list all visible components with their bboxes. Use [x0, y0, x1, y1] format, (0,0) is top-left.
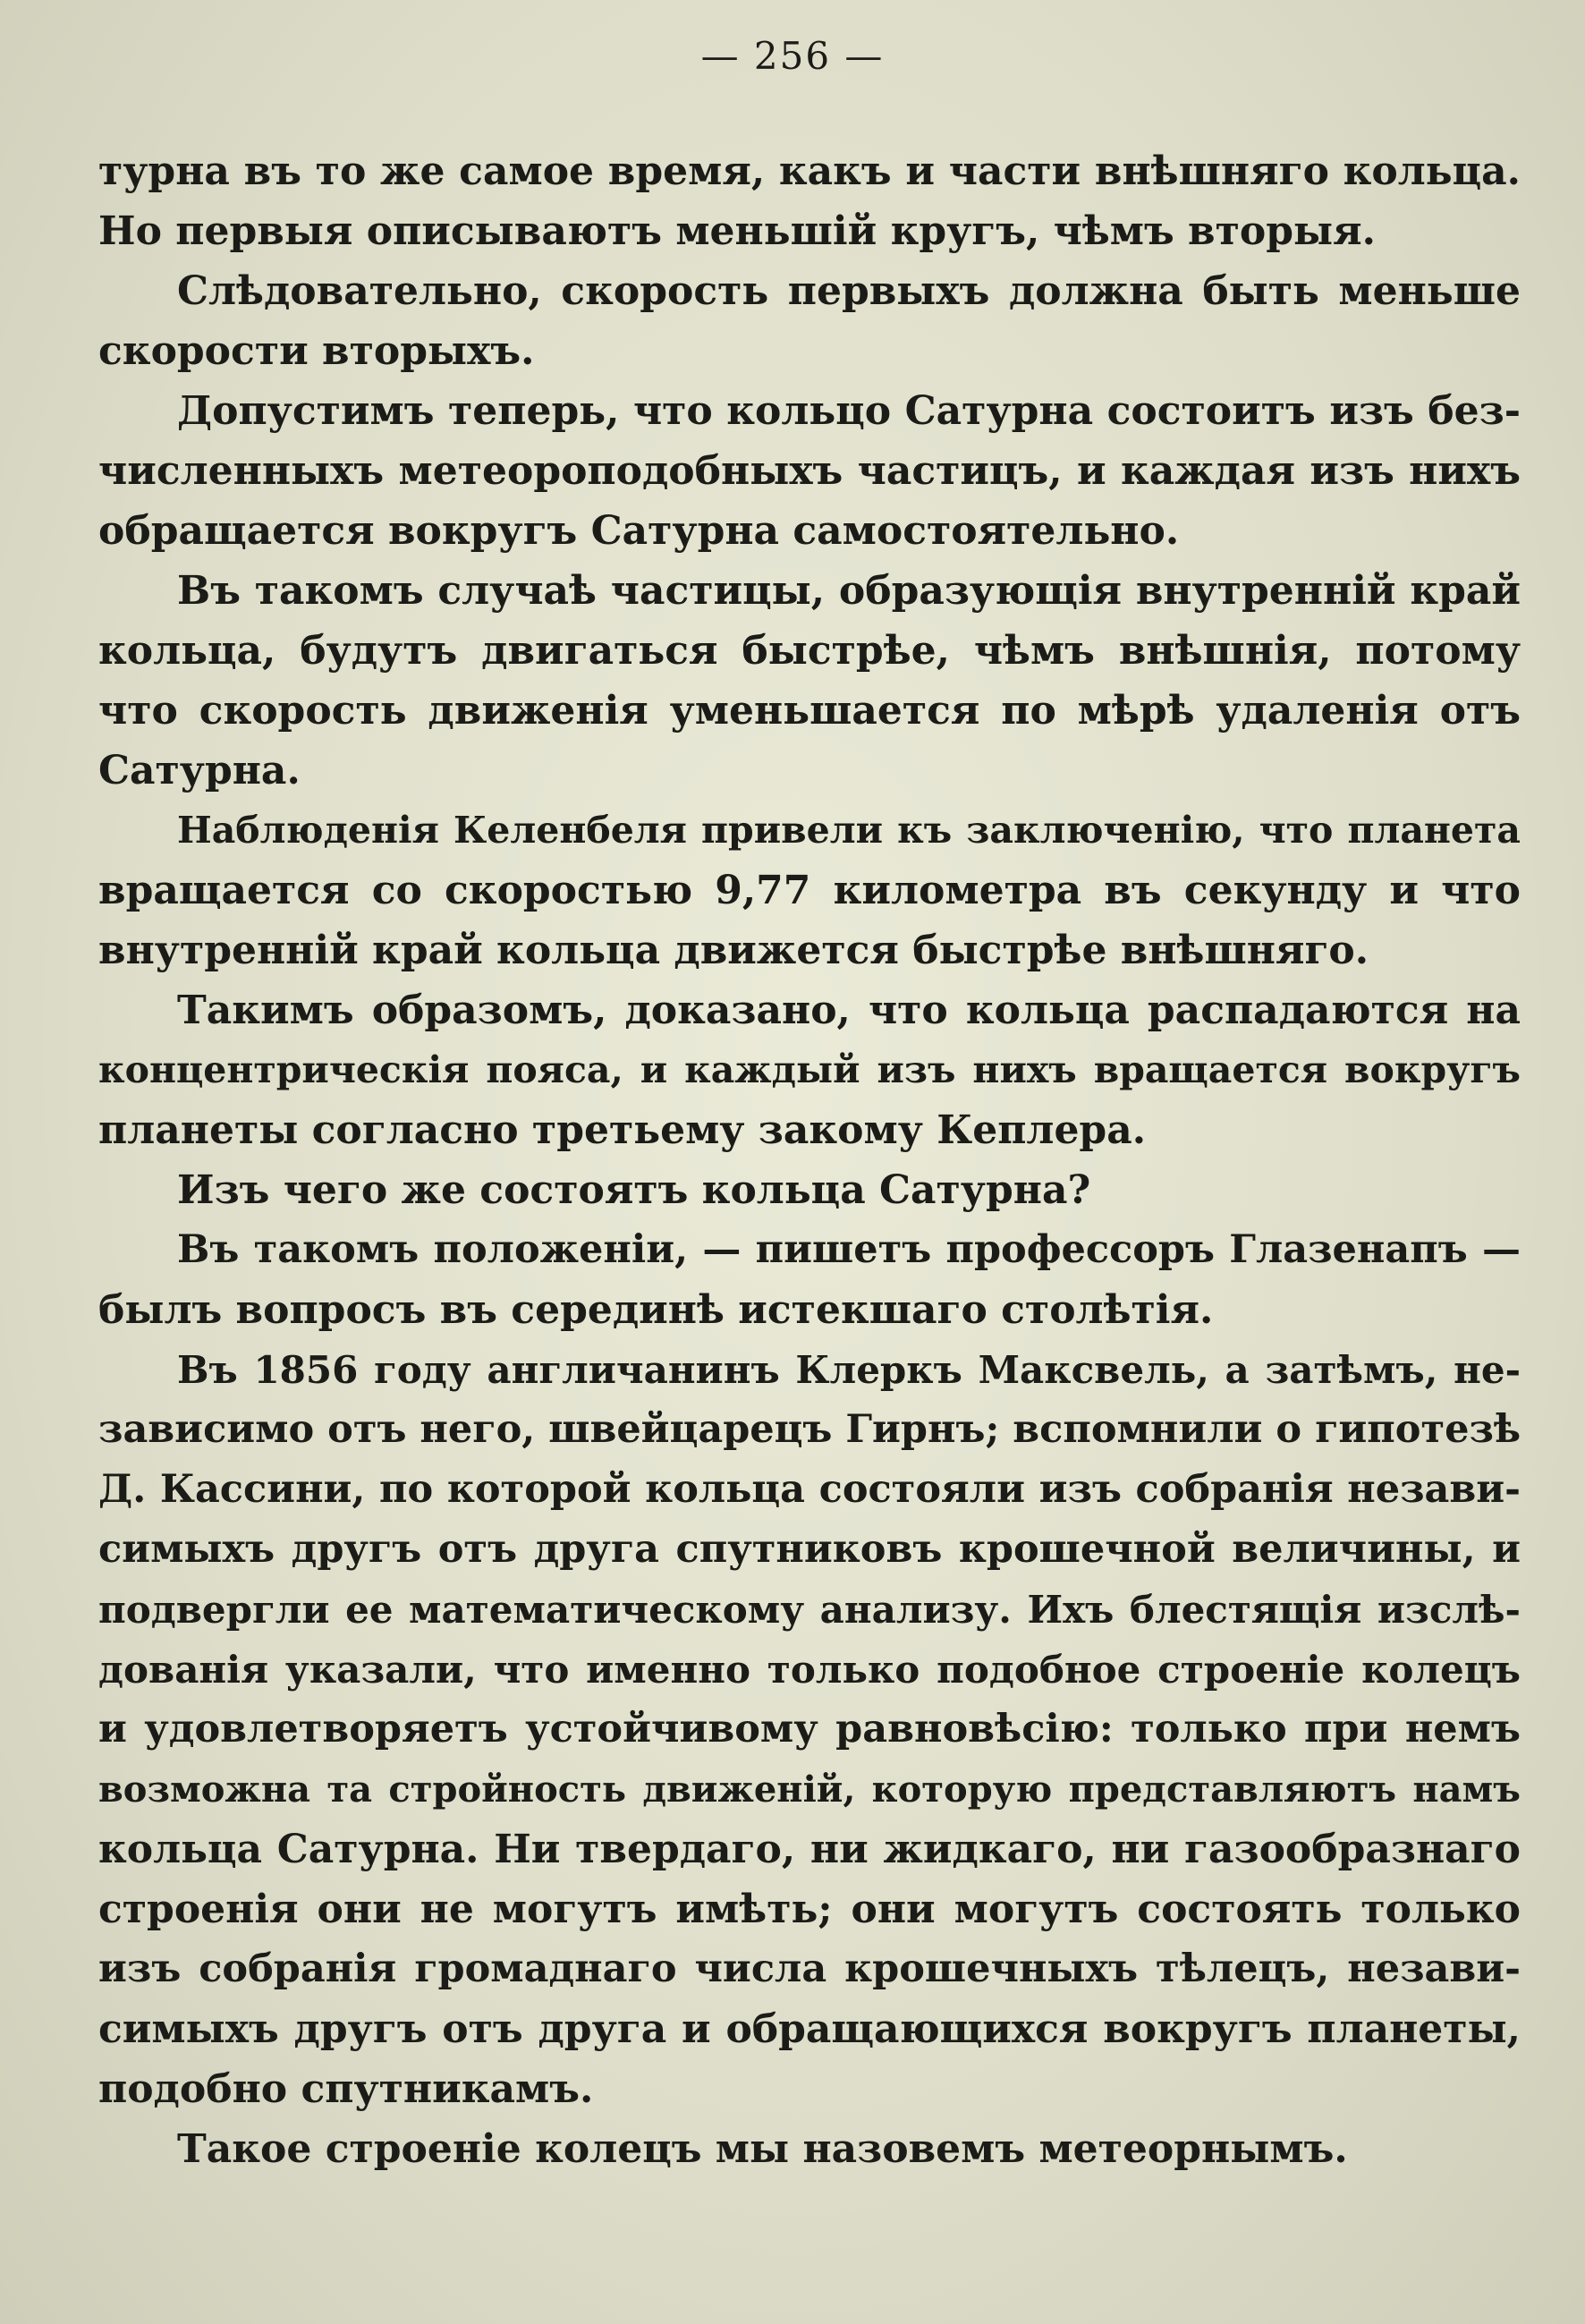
text-line: и удовлетворяетъ устойчивому равновѣсію: только при немъ	[98, 1707, 1521, 1751]
paragraph-start-line: Допустимъ теперь, что кольцо Сатурна состоитъ изъ без-	[177, 388, 1521, 434]
paragraph-start-line: Такое строеніе колецъ мы назовемъ метеорнымъ.	[177, 2126, 1348, 2172]
body-text	[98, 141, 1521, 2179]
text-line: Сатурна.	[98, 748, 301, 793]
text-line: симыхъ другъ отъ друга спутниковъ крошечной величины, и	[98, 1527, 1521, 1572]
text-line: численныхъ метеороподобныхъ частицъ, и каждая изъ нихъ	[98, 448, 1521, 494]
text-line: подобно спутникамъ.	[98, 2066, 594, 2112]
text-line: планеты согласно третьему закому Кеплера.	[98, 1107, 1147, 1153]
paragraph-start-line: Такимъ образомъ, доказано, что кольца распадаются на	[177, 988, 1521, 1033]
text-line: вращается со скоростью 9,77 километра въ секунду и что	[98, 868, 1521, 913]
text-line: что скорость движенія уменьшается по мѣрѣ удаленія отъ	[98, 688, 1521, 734]
text-line: кольца, будутъ двигаться быстрѣе, чѣмъ внѣшнія, потому	[98, 628, 1521, 674]
text-line: строенія они не могутъ имѣть; они могутъ состоять только	[98, 1887, 1521, 1932]
text-line: зависимо отъ него, швейцарецъ Гирнъ; вспомнили о гипотезѣ	[98, 1407, 1521, 1452]
paragraph-start-line: Въ 1856 году англичанинъ Клеркъ Максвель, а затѣмъ, не-	[177, 1348, 1521, 1392]
text-line: скорости вторыхъ.	[98, 328, 535, 374]
paragraph-start-line: Въ такомъ случаѣ частицы, образующія внутренній край	[177, 568, 1521, 614]
paragraph-start-line: Наблюденія Келенбеля привели къ заключенію, что планета	[177, 809, 1521, 852]
text-line: Но первыя описываютъ меньшій кругъ, чѣмъ вторыя.	[98, 208, 1376, 254]
paragraph-start-line: Изъ чего же состоятъ кольца Сатурна?	[177, 1167, 1091, 1213]
text-line: изъ собранія громаднаго числа крошечныхъ тѣлецъ, незави-	[98, 1947, 1521, 1991]
text-line: возможна та стройность движеній, которую представляютъ намъ	[98, 1768, 1521, 1811]
text-line: турна въ то же самое время, какъ и части внѣшняго кольца.	[98, 148, 1521, 194]
text-line: Д. Кассини, по которой кольца состояли изъ собранія незави-	[98, 1467, 1521, 1512]
text-line: внутренній край кольца движется быстрѣе внѣшняго.	[98, 928, 1369, 973]
paragraph-start-line: Въ такомъ положеніи, — пишетъ профессоръ Глазенапъ —	[177, 1227, 1521, 1272]
text-line: симыхъ другъ отъ друга и обращающихся вокругъ планеты,	[98, 2006, 1521, 2052]
text-line: дованія указали, что именно только подобное строеніе колецъ	[98, 1648, 1521, 1692]
text-line: былъ вопросъ въ серединѣ истекшаго столѣтія.	[98, 1287, 1214, 1333]
text-line: концентрическія пояса, и каждый изъ нихъ вращается вокругъ	[98, 1048, 1521, 1091]
text-line: подвергли ее математическому анализу. Ихъ блестящія изслѣ-	[98, 1588, 1521, 1632]
page-number: — 256 —	[700, 34, 885, 78]
text-line: кольца Сатурна. Ни твердаго, ни жидкаго, ни газообразнаго	[98, 1827, 1521, 1872]
paragraph-start-line: Слѣдовательно, скорость первыхъ должна быть меньше	[177, 268, 1521, 314]
text-line: обращается вокругъ Сатурна самостоятельно.	[98, 508, 1180, 554]
